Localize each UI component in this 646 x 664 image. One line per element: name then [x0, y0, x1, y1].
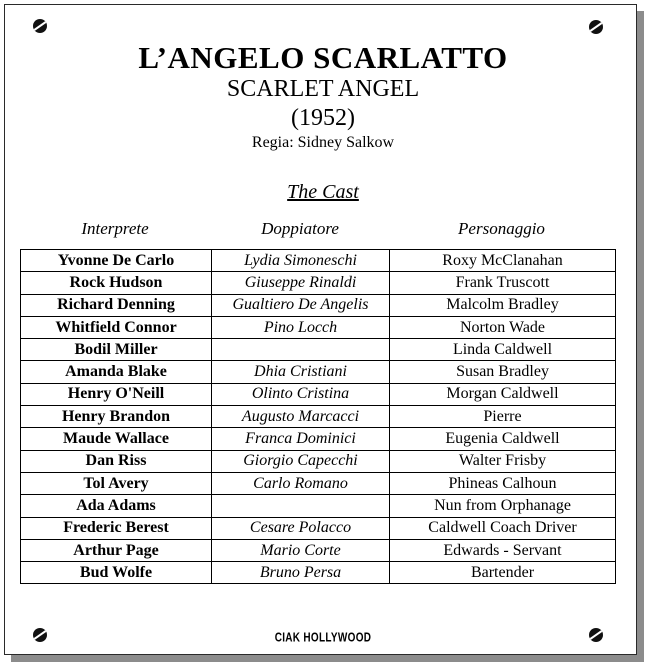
- cast-dubber-cell: Lydia Simoneschi: [212, 250, 390, 272]
- cast-actor-cell: Bud Wolfe: [21, 562, 212, 584]
- cast-actor-cell: Richard Denning: [21, 294, 212, 316]
- cast-character-cell: Frank Truscott: [390, 272, 616, 294]
- table-row: [21, 383, 616, 405]
- cast-dubber-cell: Franca Dominici: [212, 428, 390, 450]
- page-subtitle: SCARLET ANGEL: [226, 76, 420, 102]
- cast-actor-cell: Amanda Blake: [21, 361, 212, 383]
- cast-dubber-cell: Dhia Cristiani: [212, 361, 390, 383]
- page-title: L’ANGELO SCARLATTO: [138, 40, 508, 75]
- cast-character-cell: Pierre: [390, 406, 616, 428]
- release-year: (1952): [291, 105, 355, 131]
- table-row: [21, 250, 616, 272]
- cast-character-cell: Nun from Orphanage: [390, 495, 616, 517]
- cast-character-cell: Morgan Caldwell: [390, 383, 616, 405]
- cast-character-cell: Caldwell Coach Driver: [390, 517, 616, 539]
- column-header-dubber: Doppiatore: [261, 219, 339, 238]
- cast-character-cell: Bartender: [390, 562, 616, 584]
- table-row: [21, 339, 616, 361]
- cast-actor-cell: Frederic Berest: [21, 517, 212, 539]
- cast-character-cell: Norton Wade: [390, 316, 616, 338]
- table-row: [21, 294, 616, 316]
- table-row: [21, 361, 616, 383]
- director-credit: Regia: Sidney Salkow: [251, 134, 395, 151]
- cast-actor-cell: Rock Hudson: [21, 272, 212, 294]
- cast-table: [20, 249, 616, 584]
- cast-actor-cell: Henry Brandon: [21, 406, 212, 428]
- cast-actor-cell: Dan Riss: [21, 450, 212, 472]
- table-row: [21, 539, 616, 561]
- cast-character-cell: Phineas Calhoun: [390, 472, 616, 494]
- cast-actor-cell: Bodil Miller: [21, 339, 212, 361]
- cast-dubber-cell: Pino Locch: [212, 316, 390, 338]
- cast-dubber-cell: Bruno Persa: [212, 562, 390, 584]
- cast-character-cell: Eugenia Caldwell: [390, 428, 616, 450]
- cast-dubber-cell: Mario Corte: [212, 539, 390, 561]
- cast-dubber-cell: Giuseppe Rinaldi: [212, 272, 390, 294]
- cast-actor-cell: Whitfield Connor: [21, 316, 212, 338]
- cast-actor-cell: Arthur Page: [21, 539, 212, 561]
- cast-dubber-cell: Augusto Marcacci: [212, 406, 390, 428]
- cast-character-cell: Walter Frisby: [390, 450, 616, 472]
- table-row: [21, 272, 616, 294]
- cast-character-cell: Malcolm Bradley: [390, 294, 616, 316]
- table-row: [21, 316, 616, 338]
- cast-dubber-cell: Gualtiero De Angelis: [212, 294, 390, 316]
- cast-actor-cell: Ada Adams: [21, 495, 212, 517]
- cast-heading: The Cast: [287, 181, 359, 203]
- cast-dubber-cell: Cesare Polacco: [212, 517, 390, 539]
- cast-dubber-cell: [212, 495, 390, 517]
- table-row: [21, 517, 616, 539]
- screw-icon: [33, 19, 47, 33]
- table-row: [21, 428, 616, 450]
- table-row: [21, 495, 616, 517]
- column-header-actor: Interprete: [81, 219, 149, 238]
- cast-dubber-cell: Giorgio Capecchi: [212, 450, 390, 472]
- cast-actor-cell: Yvonne De Carlo: [21, 250, 212, 272]
- table-row: [21, 562, 616, 584]
- table-row: [21, 472, 616, 494]
- screw-icon: [589, 20, 603, 34]
- cast-actor-cell: Maude Wallace: [21, 428, 212, 450]
- cast-character-cell: Linda Caldwell: [390, 339, 616, 361]
- cast-actor-cell: Henry O'Neill: [21, 383, 212, 405]
- cast-character-cell: Roxy McClanahan: [390, 250, 616, 272]
- table-row: [21, 406, 616, 428]
- table-row: [21, 450, 616, 472]
- cast-dubber-cell: Olinto Cristina: [212, 383, 390, 405]
- cast-character-cell: Edwards - Servant: [390, 539, 616, 561]
- cast-actor-cell: Tol Avery: [21, 472, 212, 494]
- ciak-hollywood-logo: CIAK HOLLYWOOD: [274, 631, 372, 646]
- cast-dubber-cell: [212, 339, 390, 361]
- column-header-character: Personaggio: [458, 219, 545, 238]
- cast-character-cell: Susan Bradley: [390, 361, 616, 383]
- cast-dubber-cell: Carlo Romano: [212, 472, 390, 494]
